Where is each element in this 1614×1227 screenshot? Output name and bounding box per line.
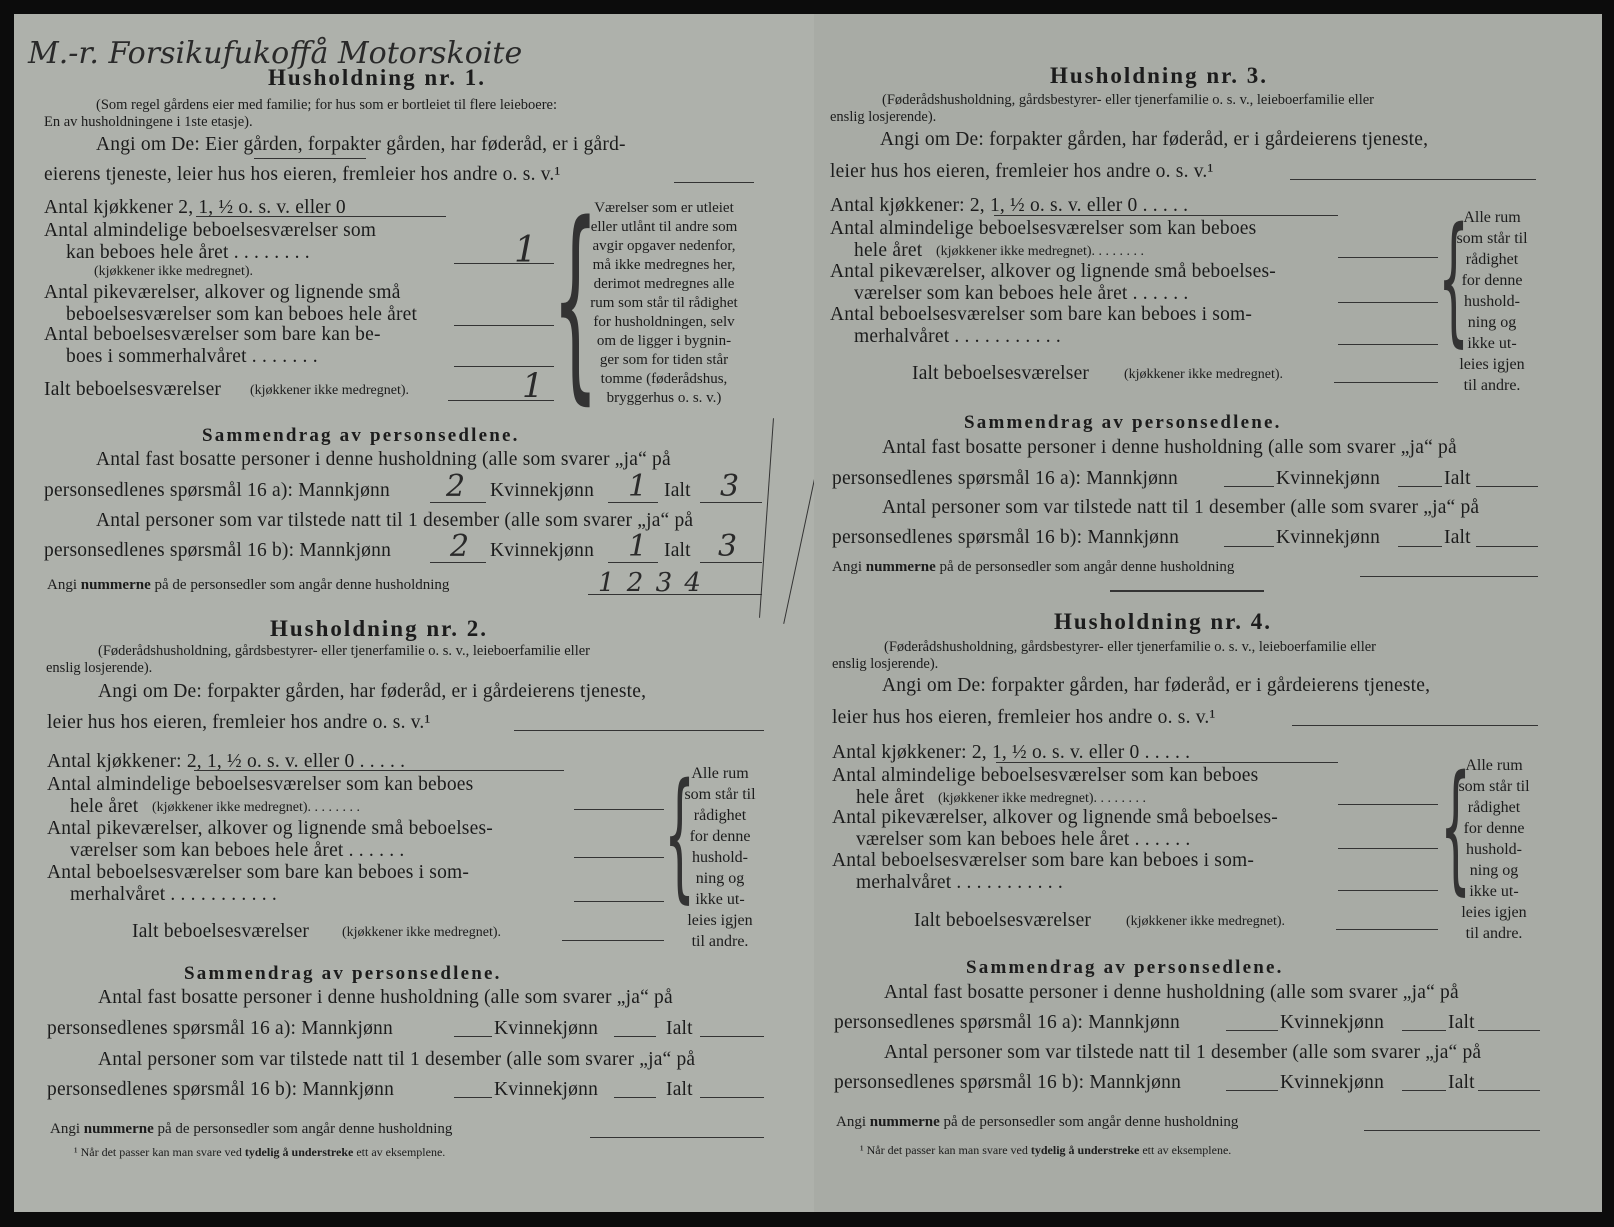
nummer-pre: Angi [832,559,862,575]
household-2-angi-line2: leier hus hos eieren, fremleier hos andre o. s. v.¹ [47,712,431,733]
answer-line [1360,576,1538,577]
answer-line [448,400,554,401]
left-page [14,14,814,1212]
household-3-tilst-kvinne-label: Kvinnekjønn [1276,527,1381,548]
household-4-kjokkener-label: Antal kjøkkener: 2, 1, ½ o. s. v. eller 0 . . . . . [832,742,1191,763]
answer-line [1226,1090,1278,1091]
household-3-fast-ialt-label: Ialt [1444,468,1471,489]
brace-icon: { [1440,746,1472,909]
brace-icon: { [1438,198,1470,361]
answer-line [1338,804,1438,805]
nummer-bold: nummerne [865,559,936,575]
answer-line [574,901,664,902]
answer-line [454,1097,492,1098]
answer-line [1224,486,1274,487]
household-1-summary-heading: Sammendrag av personsedlene. [202,425,520,446]
household-2-sommer-line1: Antal beboelsesværelser som bare kan beboes i som- [47,862,470,883]
answer-line [574,809,664,810]
household-2-kjokkener-label: Antal kjøkkener: 2, 1, ½ o. s. v. eller 0 . . . . . [47,751,406,772]
household-3-side-note: Alle rum som står til rådighet for denne hushold- ning og ikke ut- leies igjen til andre. [1456,209,1528,394]
household-4-title: Husholdning nr. 4. [1054,609,1272,634]
household-1-fast-ialt-label: Ialt [664,480,691,501]
answer-line [574,857,664,858]
household-1-angi-line1: Angi om De: Eier gården, forpakter gården, har føderåd, er i gård- [96,134,626,155]
footnote-post: ett av eksemplene. [356,1145,446,1159]
household-3-note-line2: enslig losjerende). [830,109,937,125]
answer-line [1226,1030,1278,1031]
household-1-tilst-kvinne-label: Kvinnekjønn [490,540,595,561]
nummer-pre: Angi [47,577,77,593]
answer-line [590,1137,764,1138]
household-4-nummer-label [836,1115,1238,1130]
answer-line [1338,848,1438,849]
household-4-alm-line2-small: (kjøkkener ikke medregnet). . . . . . . . [938,791,1146,806]
answer-line [614,1097,656,1098]
household-4-tilst-ialt-label: Ialt [1448,1072,1475,1093]
household-1-alm-value: 1 [514,230,537,271]
household-4-note-line2: enslig losjerende). [832,656,939,672]
household-4-sommer-line2: merhalvåret . . . . . . . . . . . [856,872,1063,893]
household-1-alm-line2: kan beboes hele året . . . . . . . . [66,242,310,263]
household-2-note-line2: enslig losjerende). [46,660,153,676]
household-1-fast-mann-value: 2 [446,469,466,504]
household-4-summary-heading: Sammendrag av personsedlene. [966,957,1284,978]
household-2-note-line1: (Føderådshusholdning, gårdsbestyrer- eller tjenerfamilie o. s. v., leieboerfamilie eller [98,643,591,659]
household-1-fast-ialt-value: 3 [720,469,740,504]
household-2-pike-line1: Antal pikeværelser, alkover og lignende små beboelses- [47,818,493,839]
household-1-angi-line2: eierens tjeneste, leier hus hos eieren, fremleier hos andre o. s. v.¹ [44,164,561,185]
household-1-sommer-line1: Antal beboelsesværelser som bare kan be- [44,324,381,345]
right-page [814,14,1602,1212]
household-4-fast-kvinne-label: Kvinnekjønn [1280,1012,1385,1033]
household-2-tilst-kvinne-label: Kvinnekjønn [494,1079,599,1100]
household-3-fast-kvinne-label: Kvinnekjønn [1276,468,1381,489]
household-2-tilst-ialt-label: Ialt [666,1079,693,1100]
answer-line [562,940,664,941]
household-3-alm-line2: hele året [854,240,923,261]
household-3-nummer-label [832,560,1234,575]
footnote-pre: ¹ Når det passer kan man svare ved [860,1143,1028,1157]
nummer-bold: nummerne [869,1114,940,1130]
household-1-fast-kvinne-label: Kvinnekjønn [490,480,595,501]
scanned-document [14,14,1602,1212]
household-3-tilst-line1: Antal personer som var tilstede natt til 1 desember (alle som svarer „ja“ på [882,497,1480,518]
household-3-fast-line1: Antal fast bosatte personer i denne husholdning (alle som svarer „ja“ på [882,437,1457,458]
nummer-post: på de personsedler som angår denne husholdning [943,1114,1239,1130]
nummer-post: på de personsedler som angår denne husholdning [939,559,1235,575]
answer-line [1338,257,1438,258]
household-1-fast-line2: personsedlenes spørsmål 16 a): Mannkjønn [44,480,390,501]
answer-line [996,762,1338,763]
household-1-fast-kvinne-value: 1 [628,469,648,504]
household-1-tilst-line1: Antal personer som var tilstede natt til 1 desember (alle som svarer „ja“ på [96,510,694,531]
household-4-ialt-label: Ialt beboelsesværelser [914,910,1092,931]
answer-line [1224,546,1274,547]
household-1-title: Husholdning nr. 1. [268,65,486,90]
answer-line [700,1097,764,1098]
answer-line [454,1036,492,1037]
household-3-fast-line2: personsedlenes spørsmål 16 a): Mannkjønn [832,468,1178,489]
answer-line [194,770,564,771]
household-3-note-line1: (Føderådshusholdning, gårdsbestyrer- eller tjenerfamilie o. s. v., leieboerfamilie eller [882,92,1375,108]
household-3-sommer-line1: Antal beboelsesværelser som bare kan beboes i som- [830,304,1253,325]
household-2-nummer-label [50,1122,452,1137]
household-4-alm-line2: hele året [856,787,925,808]
household-2-pike-line2: værelser som kan beboes hele året . . . . . . [70,840,405,861]
household-1-nummer-value: 1 2 3 4 [598,568,703,598]
household-4-pike-line1: Antal pikeværelser, alkover og lignende små beboelses- [832,807,1278,828]
answer-line [454,263,554,264]
answer-line [1478,1090,1540,1091]
nummer-post: på de personsedler som angår denne husholdning [157,1121,453,1137]
answer-line [196,216,446,217]
answer-line [1290,179,1536,180]
answer-line [1338,890,1438,891]
household-2-ialt-note: (kjøkkener ikke medregnet). [342,925,501,940]
household-4-pike-line2: værelser som kan beboes hele året . . . . . . [856,829,1191,850]
answer-line [700,1036,764,1037]
household-1-note-line1: (Som regel gårdens eier med familie; for hus som er bortleiet til flere leieboere: [96,97,558,113]
household-4-angi-line1: Angi om De: forpakter gården, har føderåd, er i gårdeierens tjeneste, [882,675,1431,696]
household-1-tilst-mann-value: 2 [450,529,470,564]
answer-line [1476,486,1538,487]
household-1-tilst-ialt-label: Ialt [664,540,691,561]
answer-line [588,594,762,595]
household-3-tilst-ialt-label: Ialt [1444,527,1471,548]
brace-icon: { [552,178,599,423]
answer-line [430,562,486,563]
household-2-alm-line1: Antal almindelige beboelsesværelser som kan beboes [47,774,474,795]
section-divider [1110,590,1264,592]
household-2-summary-heading: Sammendrag av personsedlene. [184,963,502,984]
household-3-angi-line1: Angi om De: forpakter gården, har føderåd, er i gårdeierens tjeneste, [880,129,1429,150]
answer-line [1402,1090,1446,1091]
brace-icon: { [664,754,696,917]
eier-garden-underline [254,158,366,159]
household-2-sommer-line2: merhalvåret . . . . . . . . . . . [70,884,277,905]
household-4-tilst-line2: personsedlenes spørsmål 16 b): Mannkjønn [834,1072,1182,1093]
household-2-title: Husholdning nr. 2. [270,616,488,641]
answer-line [514,730,764,731]
answer-line [1364,1130,1540,1131]
household-3-alm-line1: Antal almindelige beboelsesværelser som kan beboes [830,218,1257,239]
household-1-pike-line2: beboelsesværelser som kan beboes hele året [66,304,418,325]
household-4-tilst-line1: Antal personer som var tilstede natt til 1 desember (alle som svarer „ja“ på [884,1042,1482,1063]
household-4-sommer-line1: Antal beboelsesværelser som bare kan beboes i som- [832,850,1255,871]
household-4-fast-ialt-label: Ialt [1448,1012,1475,1033]
household-1-alm-line3: (kjøkkener ikke medregnet). [94,264,253,279]
household-4-angi-line2: leier hus hos eieren, fremleier hos andre o. s. v.¹ [832,707,1216,728]
answer-line [1478,1030,1540,1031]
household-3-ialt-note: (kjøkkener ikke medregnet). [1124,367,1283,382]
nummer-bold: nummerne [80,577,151,593]
answer-line [454,325,554,326]
household-1-ialt-note: (kjøkkener ikke medregnet). [250,383,409,398]
household-2-fast-line1: Antal fast bosatte personer i denne husholdning (alle som svarer „ja“ på [98,987,673,1008]
household-4-fast-line2: personsedlenes spørsmål 16 a): Mannkjønn [834,1012,1180,1033]
household-3-summary-heading: Sammendrag av personsedlene. [964,412,1282,433]
answer-line [614,1036,656,1037]
footnote-bold: tydelig å understreke [244,1145,354,1159]
household-3-ialt-label: Ialt beboelsesværelser [912,363,1090,384]
pencil-stroke [759,418,774,618]
handwritten-address-annotation: M.-r. Forsikufukoffå Motorskoite [28,36,523,71]
answer-line [1336,929,1438,930]
household-1-side-note: Værelser som er utleiet eller utlånt til andre som avgir opgaver nedenfor, må ikke medregnes her, derimot medregnes alle rum som står til rådighet for husholdningen, selv om de ligger i bygnin- ger som for tiden står tomme (føderådshus, bryggerhus o. s. v.) [590,200,738,406]
answer-line [994,215,1338,216]
household-4-tilst-kvinne-label: Kvinnekjønn [1280,1072,1385,1093]
left-footnote [74,1146,445,1158]
footnote-pre: ¹ Når det passer kan man svare ved [74,1145,242,1159]
household-1-sommer-line2: boes i sommerhalvåret . . . . . . . [66,346,318,367]
household-2-fast-ialt-label: Ialt [666,1018,693,1039]
household-3-pike-line2: værelser som kan beboes hele året . . . . . . [854,283,1189,304]
household-1-kjokkener-label: Antal kjøkkener 2, 1, ½ o. s. v. eller 0 [44,197,346,218]
answer-line [1398,486,1442,487]
household-2-tilst-line2: personsedlenes spørsmål 16 b): Mannkjønn [47,1079,395,1100]
household-1-note-line2: En av husholdningene i 1ste etasje). [44,114,253,130]
household-1-tilst-line2: personsedlenes spørsmål 16 b): Mannkjønn [44,540,392,561]
household-1-alm-line1: Antal almindelige beboelsesværelser som [44,220,377,241]
household-3-title: Husholdning nr. 3. [1050,63,1268,88]
household-2-alm-line2-small: (kjøkkener ikke medregnet). . . . . . . . [152,800,360,815]
household-3-kjokkener-label: Antal kjøkkener: 2, 1, ½ o. s. v. eller 0 . . . . . [830,195,1189,216]
answer-line [1402,1030,1446,1031]
household-1-tilst-ialt-value: 3 [718,529,738,564]
household-3-alm-line2-small: (kjøkkener ikke medregnet). . . . . . . . [936,244,1144,259]
household-4-note-line1: (Føderådshusholdning, gårdsbestyrer- eller tjenerfamilie o. s. v., leieboerfamilie eller [884,639,1377,655]
household-2-tilst-line1: Antal personer som var tilstede natt til 1 desember (alle som svarer „ja“ på [98,1049,696,1070]
answer-line [1338,344,1438,345]
nummer-bold: nummerne [83,1121,154,1137]
answer-line [430,502,486,503]
household-3-sommer-line2: merhalvåret . . . . . . . . . . . [854,326,1061,347]
household-4-fast-line1: Antal fast bosatte personer i denne husholdning (alle som svarer „ja“ på [884,982,1459,1003]
household-3-tilst-line2: personsedlenes spørsmål 16 b): Mannkjønn [832,527,1180,548]
answer-line [1476,546,1538,547]
household-1-ialt-value: 1 [522,366,544,406]
footnote-bold: tydelig å understreke [1030,1143,1140,1157]
household-1-pike-line1: Antal pikeværelser, alkover og lignende små [44,282,401,303]
answer-line [700,502,762,503]
nummer-pre: Angi [50,1121,80,1137]
household-4-alm-line1: Antal almindelige beboelsesværelser som kan beboes [832,765,1259,786]
household-1-ialt-label: Ialt beboelsesværelser [44,379,222,400]
household-1-nummer-label [47,578,449,593]
nummer-pre: Angi [836,1114,866,1130]
answer-line [608,562,658,563]
answer-line [1292,725,1538,726]
answer-line [700,562,762,563]
household-2-side-note: Alle rum som står til rådighet for denne hushold- ning og ikke ut- leies igjen til andre. [684,765,756,950]
nummer-post: på de personsedler som angår denne husholdning [154,577,450,593]
answer-line [608,502,658,503]
household-4-ialt-note: (kjøkkener ikke medregnet). [1126,914,1285,929]
answer-line [674,182,754,183]
household-2-fast-line2: personsedlenes spørsmål 16 a): Mannkjønn [47,1018,393,1039]
household-2-alm-line2: hele året [70,796,139,817]
household-2-angi-line1: Angi om De: forpakter gården, har føderåd, er i gårdeierens tjeneste, [98,681,647,702]
footnote-post: ett av eksemplene. [1142,1143,1232,1157]
household-1-tilst-kvinne-value: 1 [628,529,648,564]
answer-line [1398,546,1442,547]
household-4-side-note: Alle rum som står til rådighet for denne hushold- ning og ikke ut- leies igjen til andre. [1458,757,1530,942]
household-3-angi-line2: leier hus hos eieren, fremleier hos andre o. s. v.¹ [830,161,1214,182]
right-footnote [860,1144,1231,1156]
household-3-pike-line1: Antal pikeværelser, alkover og lignende små beboelses- [830,261,1276,282]
household-1-fast-line1: Antal fast bosatte personer i denne husholdning (alle som svarer „ja“ på [96,449,671,470]
household-2-fast-kvinne-label: Kvinnekjønn [494,1018,599,1039]
household-2-ialt-label: Ialt beboelsesværelser [132,921,310,942]
answer-line [1334,382,1438,383]
answer-line [1338,302,1438,303]
